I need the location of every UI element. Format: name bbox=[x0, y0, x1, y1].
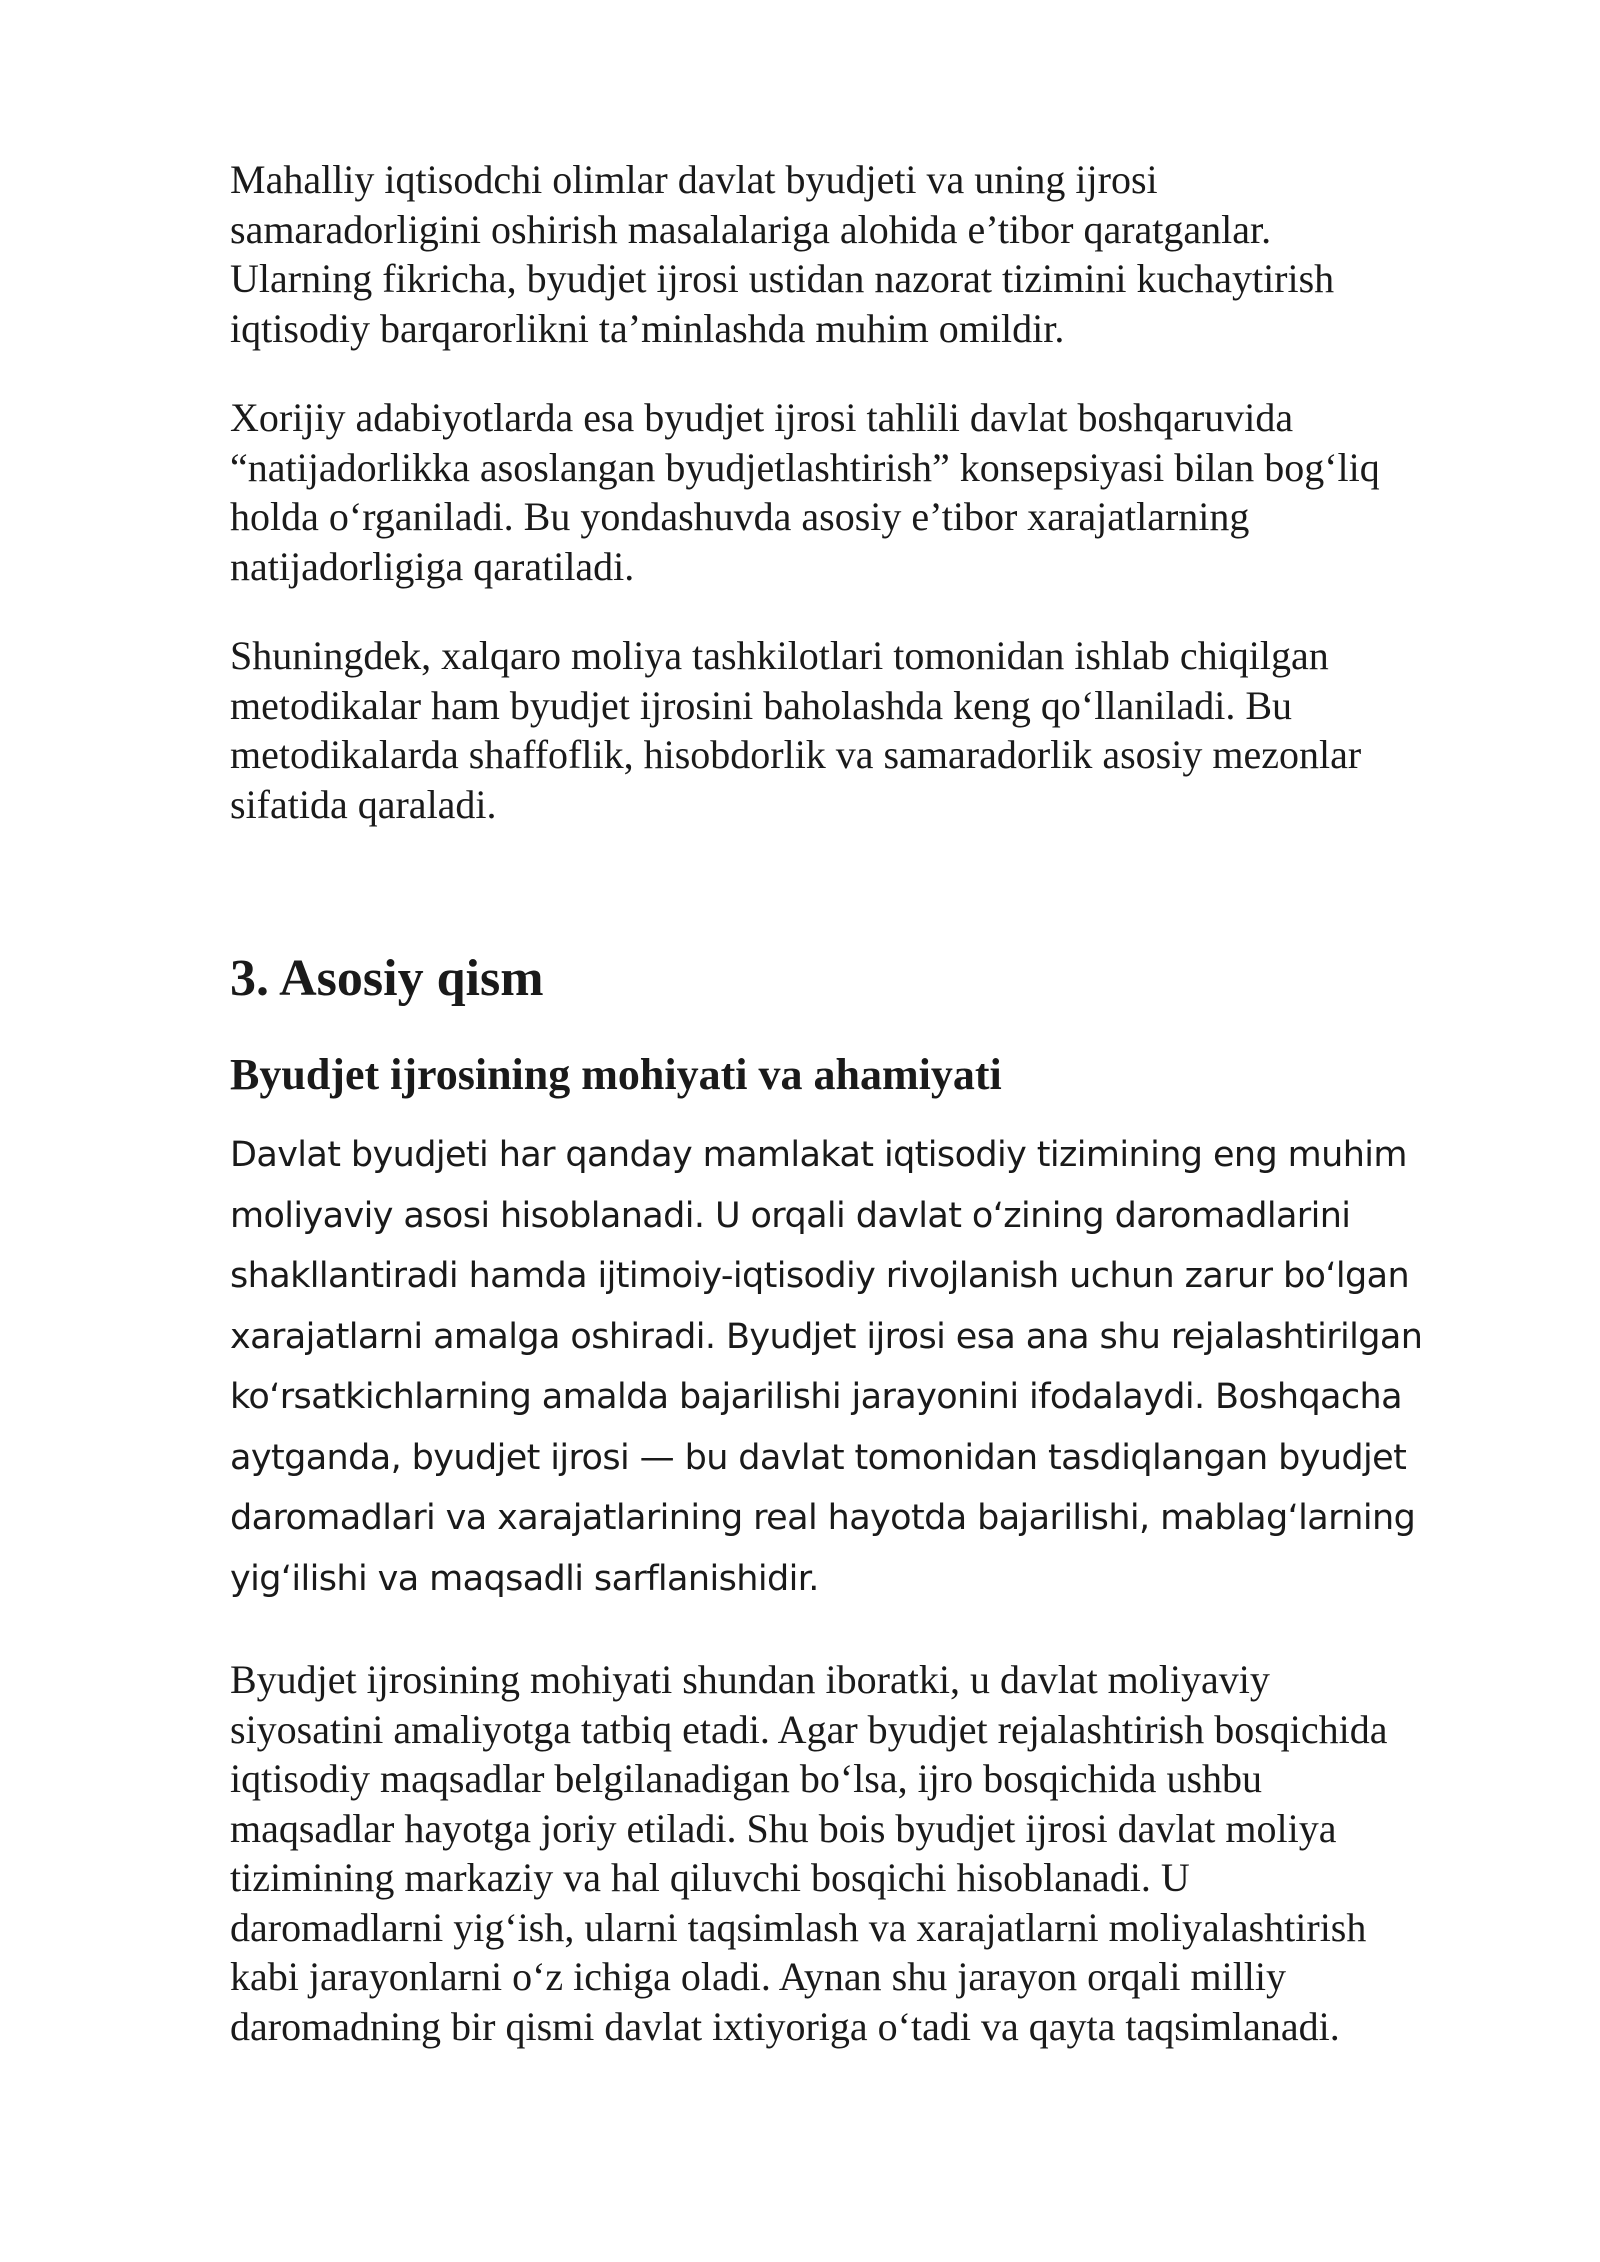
text-line: yig‘ilishi va maqsadli sarflanishidir. bbox=[230, 1558, 819, 1599]
section-heading: 3. Asosiy qism bbox=[230, 950, 544, 1007]
paragraph-budget-definition bbox=[230, 1125, 1530, 1609]
text-line: “natijadorlikka asoslangan byudjetlashtirish” konsepsiyasi bilan bog‘liq bbox=[230, 444, 1380, 490]
text-line: daromadlari va xarajatlarining real hayotda bajarilishi, mablag‘larning bbox=[230, 1498, 1416, 1538]
text-line: metodikalarda shaffoflik, hisobdorlik va samaradorlik asosiy mezonlar bbox=[230, 732, 1362, 777]
text-line: shakllantiradi hamda ijtimoiy-iqtisodiy rivojlanish uchun zarur bo‘lgan bbox=[230, 1256, 1410, 1296]
text-line: Xorijiy adabiyotlarda esa byudjet ijrosi tahlili davlat boshqaruvida bbox=[230, 395, 1294, 440]
text-line: holda o‘rganiladi. Bu yondashuvda asosiy e’tibor xarajatlarning bbox=[230, 494, 1250, 539]
paragraph-international-methodologies bbox=[230, 631, 1530, 829]
text-line: Davlat byudjeti har qanday mamlakat iqtisodiy tizimining eng muhim bbox=[230, 1135, 1407, 1175]
subsection-heading: Byudjet ijrosining mohiyati va ahamiyati bbox=[230, 1050, 1002, 1099]
text-line: xarajatlarni amalga oshiradi. Byudjet ijrosi esa ana shu rejalashtirilgan bbox=[230, 1316, 1423, 1357]
paragraph-foreign-literature bbox=[230, 393, 1530, 591]
text-line: daromadning bir qismi davlat ixtiyoriga o‘tadi va qayta taqsimlanadi. bbox=[230, 2003, 1340, 2049]
paragraph-budget-essence bbox=[230, 1655, 1530, 2051]
text-line: Mahalliy iqtisodchi olimlar davlat byudjeti va uning ijrosi bbox=[230, 157, 1158, 202]
text-line: natijadorligiga qaratiladi. bbox=[230, 543, 635, 589]
text-line: daromadlarni yig‘ish, ularni taqsimlash va xarajatlarni moliyalashtirish bbox=[230, 1904, 1367, 1950]
text-line: tizimining markaziy va hal qiluvchi bosqichi hisoblanadi. U bbox=[230, 1855, 1190, 1900]
text-line: metodikalar ham byudjet ijrosini baholashda keng qo‘llaniladi. Bu bbox=[230, 682, 1292, 728]
text-line: Byudjet ijrosining mohiyati shundan iboratki, u davlat moliyaviy bbox=[230, 1657, 1270, 1702]
text-line: ko‘rsatkichlarning amalda bajarilishi jarayonini ifodalaydi. Boshqacha bbox=[230, 1377, 1402, 1417]
text-line: samaradorligini oshirish masalalariga alohida e’tibor qaratganlar. bbox=[230, 206, 1272, 252]
text-line: moliyaviy asosi hisoblanadi. U orqali davlat o‘zining daromadlarini bbox=[230, 1195, 1351, 1236]
paragraph-local-economists bbox=[230, 155, 1530, 353]
text-line: iqtisodiy maqsadlar belgilanadigan bo‘lsa, ijro bosqichida ushbu bbox=[230, 1756, 1263, 1801]
document-page bbox=[230, 155, 1530, 2051]
text-line: aytganda, byudjet ijrosi — bu davlat tomonidan tasdiqlangan byudjet bbox=[230, 1437, 1407, 1478]
text-line: siyosatini amaliyotga tatbiq etadi. Agar byudjet rejalashtirish bosqichida bbox=[230, 1706, 1388, 1752]
text-line: Shuningdek, xalqaro moliya tashkilotlari tomonidan ishlab chiqilgan bbox=[230, 633, 1329, 678]
text-line: maqsadlar hayotga joriy etiladi. Shu bois byudjet ijrosi davlat moliya bbox=[230, 1805, 1337, 1851]
text-line: sifatida qaraladi. bbox=[230, 781, 497, 827]
text-line: Ularning fikricha, byudjet ijrosi ustidan nazorat tizimini kuchaytirish bbox=[230, 256, 1335, 301]
text-line: kabi jarayonlarni o‘z ichiga oladi. Aynan shu jarayon orqali milliy bbox=[230, 1954, 1287, 1999]
text-line: iqtisodiy barqarorlikni ta’minlashda muhim omildir. bbox=[230, 305, 1065, 351]
